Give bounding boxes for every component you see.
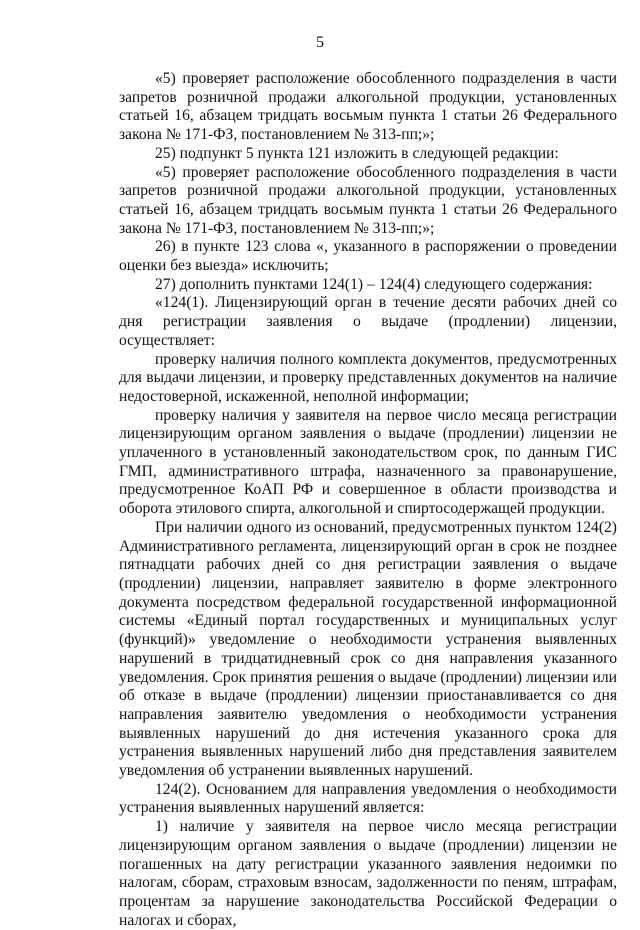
paragraph: При наличии одного из оснований, предусмотренных пунктом 124(2) Административного регламента, лицензирующий орган в срок не позднее пятнадцати рабочих дней со дня регистрации заявления о выдаче (продлении) лицензии, направляет заявителю в форме электронного документа посредством федеральной государственной информационной системы «Единый портал государственных и муниципальных услуг (функций)» уведомление о необходимости устранения выявленных нарушений в тридцатидневный срок со дня направления указанного уведомления. Срок принятия решения о выдаче (продлении) лицензии или об отказе в выдаче (продлении) лицензии приостанавливается со дня направления заявителю уведомления о необходимости устранения выявленных нарушений до дня истечения указанного срока для устранения выявленных нарушений либо дня представления заявителем уведомления об устранении выявленных нарушений.: [119, 518, 617, 780]
paragraph: 124(2). Основанием для направления уведомления о необходимости устранения выявленных нарушений является:: [119, 780, 617, 817]
paragraph: «124(1). Лицензирующий орган в течение десяти рабочих дней со дня регистрации заявления о выдаче (продлении) лицензии, осуществляет:: [119, 294, 617, 349]
paragraph: 25) подпункт 5 пункта 121 изложить в следующей редакции:: [155, 144, 559, 162]
paragraph: 26) в пункте 123 слова «, указанного в распоряжении о проведении оценки без выезда» исключить;: [119, 238, 617, 275]
paragraph: проверку наличия полного комплекта документов, предусмотренных для выдачи лицензии, и проверку представленных документов на наличие недостоверной, искаженной, неполной информации;: [119, 350, 617, 405]
paragraph: проверку наличия у заявителя на первое число месяца регистрации лицензирующим органом заявления о выдаче (продлении) лицензии не уплаченного в установленный законодательством срок, по данным ГИС ГМП, административного штрафа, назначенного за правонарушение, предусмотренное КоАП РФ и совершенное в области производства и оборота этилового спирта, алкогольной и спиртосодержащей продукции.: [119, 406, 617, 518]
paragraph: «5) проверяет расположение обособленного подразделения в части запретов розничной продажи алкогольной продукции, установленных статьей 16, абзацем тридцать восьмым пункта 1 статьи 26 Федерального закона № 171-ФЗ, постановлением № 313-пп;»;: [119, 163, 617, 237]
page-number: 5: [316, 34, 324, 51]
paragraph: 27) дополнить пунктами 124(1) – 124(4) следующего содержания:: [155, 275, 593, 293]
paragraph: 1) наличие у заявителя на первое число месяца регистрации лицензирующим органом заявления о выдаче (продлении) лицензии не погашенных на дату регистрации указанного заявления недоимки по налогам, сборам, страховым взносам, задолженности по пеням, штрафам, процентам за нарушение законодательства Российской Федерации о налогах и сборах,: [119, 818, 617, 929]
document-body: [119, 70, 617, 930]
paragraph: «5) проверяет расположение обособленного подразделения в части запретов розничной продажи алкогольной продукции, установленных статьей 16, абзацем тридцать восьмым пункта 1 статьи 26 Федерального закона № 171-ФЗ, постановлением № 313-пп;»;: [119, 70, 617, 144]
